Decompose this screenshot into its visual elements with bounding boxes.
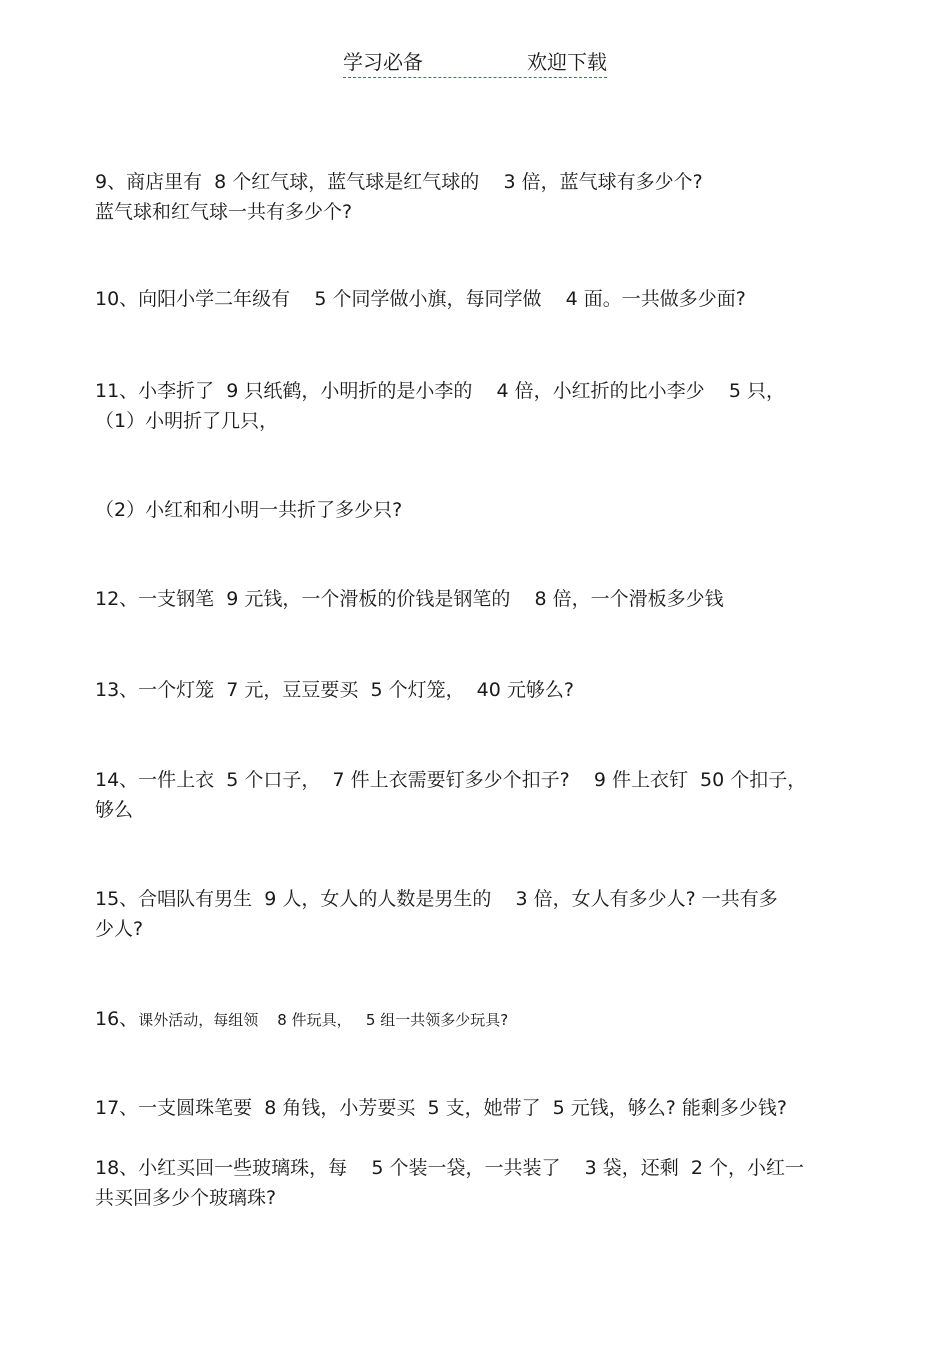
question-16-number: 16、	[95, 1008, 139, 1030]
question-9-line-2: 蓝气球和红气球一共有多少个?	[95, 201, 353, 223]
question-17: 17、一支圆珠笔要 8 角钱，小芳要买 5 支，她带了 5 元钱，够么? 能剩多少钱?	[95, 1097, 788, 1119]
header-line	[343, 46, 607, 78]
question-14-line-1: 14、一件上衣 5 个口子， 7 件上衣需要钉多少个扣子? 9 件上衣钉 50 个扣子，	[95, 769, 807, 791]
question-9-line-1: 9、商店里有 8 个红气球，蓝气球是红气球的 3 倍，蓝气球有多少个?	[95, 171, 703, 193]
question-18-line-1: 18、小红买回一些玻璃珠，每 5 个装一袋，一共装了 3 袋，还剩 2 个，小红一	[95, 1157, 804, 1179]
question-10: 10、向阳小学二年级有 5 个同学做小旗，每同学做 4 面。一共做多少面?	[95, 288, 746, 310]
question-15-line-1: 15、合唱队有男生 9 人，女人的人数是男生的 3 倍，女人有多少人? 一共有多	[95, 888, 778, 910]
question-12: 12、一支钢笔 9 元钱，一个滑板的价钱是钢笔的 8 倍，一个滑板多少钱	[95, 588, 724, 610]
question-11-line-1: 11、小李折了 9 只纸鹤，小明折的是小李的 4 倍，小红折的比小李少 5 只，	[95, 380, 785, 402]
question-18-line-2: 共买回多少个玻璃珠?	[95, 1187, 277, 1209]
question-16-text: 课外活动，每组领 8 件玩具， 5 组一共领多少玩具?	[138, 1011, 509, 1029]
question-11-line-2: （1）小明折了几只，	[95, 410, 279, 432]
question-16	[95, 1004, 508, 1035]
question-11-line-3: （2）小红和和小明一共折了多少只?	[95, 499, 403, 521]
question-14-line-2: 够么	[95, 799, 134, 821]
page-header	[0, 46, 950, 78]
header-right-text: 欢迎下载	[527, 50, 607, 74]
question-15-line-2: 少人?	[95, 918, 144, 940]
question-13: 13、一个灯笼 7 元，豆豆要买 5 个灯笼， 40 元够么?	[95, 679, 574, 701]
header-left-text: 学习必备	[343, 50, 423, 74]
